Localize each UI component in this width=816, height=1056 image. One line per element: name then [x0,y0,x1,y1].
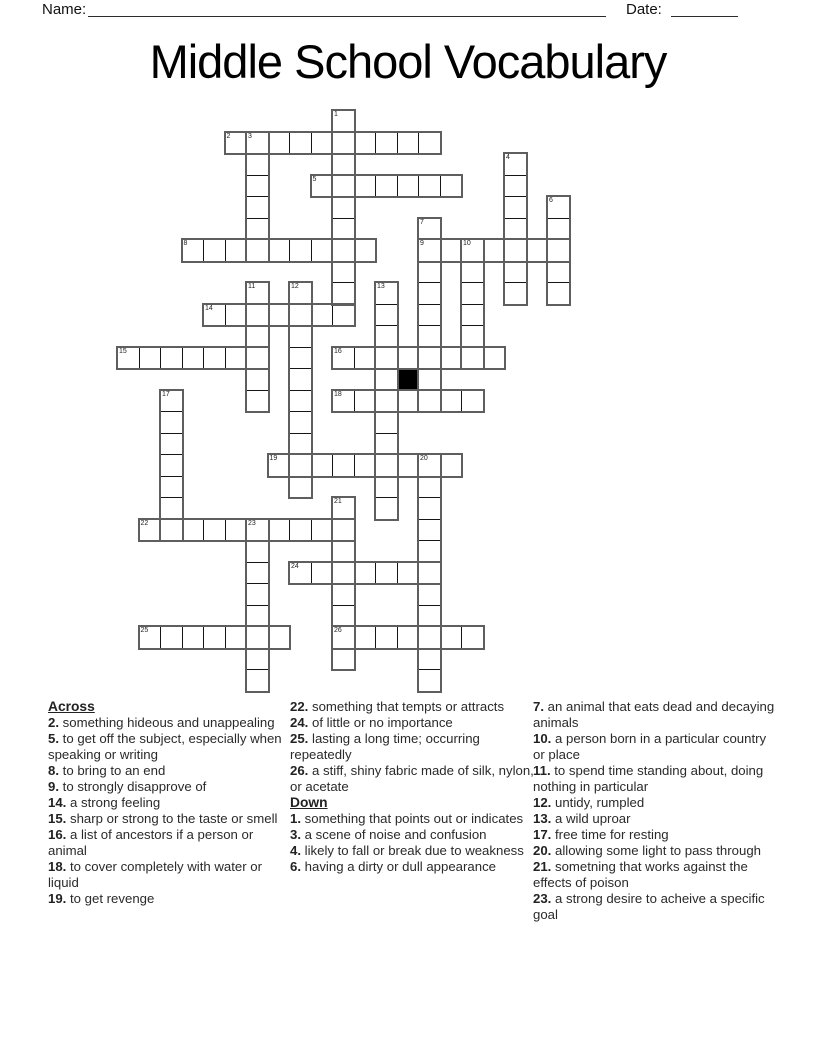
crossword-cell[interactable] [225,304,248,327]
crossword-cell[interactable] [332,196,355,219]
crossword-cell[interactable] [418,368,441,391]
clue-number: 14 [205,304,213,312]
clue-item [290,843,535,859]
clue-item-text: likely to fall or break due to weakness [301,843,524,858]
clue-item-number: 7. [533,699,544,714]
crossword-cell[interactable] [440,347,463,370]
crossword-cell[interactable] [246,390,269,413]
clue-number: 7 [420,218,424,226]
crossword-cell[interactable] [375,562,398,585]
crossword-cell[interactable] [268,239,291,262]
crossword-cell[interactable] [311,519,334,542]
crossword-cell[interactable] [547,218,570,241]
crossword-cell[interactable] [289,454,312,477]
clue-item-number: 11. [533,763,551,778]
crossword-cell[interactable] [418,282,441,305]
clue-item-number: 12. [533,795,552,810]
clue-item-text: something that tempts or attracts [308,699,505,714]
clue-item-text: lasting a long time; occurring repeatedly [290,731,480,762]
clue-number: 10 [463,240,471,247]
crossword-cell[interactable] [289,411,312,434]
clue-item-text: a stiff, shiny fabric made of silk, nylon, or acetate [290,763,534,794]
crossword-cell[interactable] [289,347,312,370]
crossword-cell[interactable] [225,132,248,155]
clue-item-number: 1. [290,811,301,826]
crossword-cell[interactable] [246,583,269,606]
crossword-cell[interactable] [332,304,355,327]
clue-number: 1 [334,111,338,118]
clue-item-text: a strong feeling [66,795,161,810]
clue-item-text: having a dirty or dull appearance [301,859,497,874]
crossword-cell[interactable] [375,325,398,348]
clue-item [290,859,535,875]
crossword-cell[interactable] [246,368,269,391]
crossword-cell[interactable] [418,583,441,606]
crossword-cell[interactable] [440,390,463,413]
clue-item [48,779,284,795]
crossword-cell[interactable] [418,519,441,542]
crossword-cell[interactable] [117,347,140,370]
clue-item-text: untidy, rumpled [551,795,645,810]
crossword-cell[interactable] [289,519,312,542]
crossword-cell[interactable] [289,282,312,305]
crossword-cell[interactable] [203,347,226,370]
crossword-cell[interactable] [289,390,312,413]
clue-number: 13 [377,283,385,290]
crossword-cell[interactable] [246,626,269,649]
clue-item [533,699,781,731]
crossword-cell[interactable] [461,626,484,649]
crossword-cell[interactable] [332,282,355,305]
clue-item-number: 4. [290,843,301,858]
crossword-cell[interactable] [246,239,269,262]
crossword-cell[interactable] [332,454,355,477]
crossword-cell[interactable] [461,282,484,305]
crossword-cell[interactable] [504,153,527,176]
crossword-cell[interactable] [397,626,420,649]
crossword-cell[interactable] [418,325,441,348]
crossword-cell[interactable] [461,347,484,370]
crossword-cell[interactable] [418,605,441,628]
crossword-cell[interactable] [418,261,441,284]
crossword-cell[interactable] [246,282,269,305]
clue-item [533,731,781,763]
crossword-cell[interactable] [311,132,334,155]
crossword-cell[interactable] [332,626,355,649]
crossword-cell[interactable] [332,562,355,585]
clue-item [48,891,284,907]
crossword-cell[interactable] [160,347,183,370]
crossword-cell[interactable] [289,325,312,348]
clue-item-number: 5. [48,731,59,746]
crossword-cell[interactable] [246,325,269,348]
clues-column-3 [533,699,781,923]
crossword-cell[interactable] [418,304,441,327]
clue-item-text: to strongly disapprove of [59,779,207,794]
crossword-cell[interactable] [225,347,248,370]
crossword-cell[interactable] [332,239,355,262]
crossword-cell[interactable] [246,153,269,176]
crossword-cell[interactable] [397,347,420,370]
crossword-cell[interactable] [246,669,269,692]
crossword-cell[interactable] [418,540,441,563]
crossword-cell[interactable] [418,239,441,262]
crossword-cell[interactable] [354,239,377,262]
crossword-cell[interactable] [375,368,398,391]
name-label: Name: [42,1,87,18]
crossword-cell[interactable] [332,497,355,520]
clue-item [48,795,284,811]
clue-item [290,699,535,715]
clue-number: 9 [420,240,424,247]
crossword-cell[interactable] [246,304,269,327]
crossword-cell[interactable] [397,562,420,585]
crossword-cell[interactable] [332,583,355,606]
clue-item-number: 6. [290,859,301,874]
crossword-cell[interactable] [418,347,441,370]
clue-number: 8 [183,240,188,247]
clue-item-number: 19. [48,891,67,906]
crossword-cell[interactable] [332,153,355,176]
crossword-cell[interactable] [440,454,463,477]
crossword-cell[interactable] [526,239,549,262]
crossword-cell[interactable] [246,605,269,628]
clue-item-text: free time for resting [551,827,669,842]
clue-item [533,859,781,891]
crossword-cell[interactable] [504,218,527,241]
crossword-cell[interactable] [354,626,377,649]
clue-item-text: to get off the subject, especially when speaking or writing [48,731,282,762]
date-label: Date: [626,1,662,18]
clue-number: 25 [140,627,149,634]
crossword-cell[interactable] [246,648,269,671]
clue-number: 20 [420,455,428,462]
crossword-cell[interactable] [375,390,398,413]
crossword-cell[interactable] [182,626,205,649]
crossword-cell[interactable] [246,132,269,155]
crossword-cell[interactable] [375,433,398,456]
crossword-cell[interactable] [375,175,398,198]
crossword-cell[interactable] [461,304,484,327]
crossword-cell[interactable] [246,218,269,241]
crossword-cell[interactable] [332,519,355,542]
crossword-cell[interactable] [225,519,248,542]
crossword-cell[interactable] [139,347,162,370]
clue-number: 3 [248,132,252,140]
crossword-cell[interactable] [289,368,312,391]
clue-number: 23 [248,519,256,527]
crossword-cell[interactable] [461,261,484,284]
crossword-cell[interactable] [203,304,226,327]
crossword-cell[interactable] [332,605,355,628]
clue-item [48,731,284,763]
clue-number: 19 [269,455,278,462]
clue-item-number: 2. [48,715,59,730]
clue-item-number: 26. [290,763,309,778]
clue-item-number: 24. [290,715,309,730]
crossword-cell[interactable] [375,497,398,520]
crossword-cell[interactable] [246,562,269,585]
crossword-cell[interactable] [246,519,269,542]
clue-item-number: 20. [533,843,552,858]
crossword-cell[interactable] [440,626,463,649]
crossword-cell[interactable] [268,519,291,542]
crossword-cell[interactable] [160,433,183,456]
clue-item-text: to bring to an end [59,763,166,778]
clue-item-text: a wild uproar [551,811,631,826]
crossword-cell[interactable] [268,626,291,649]
clue-item-text: something hideous and unappealing [59,715,275,730]
crossword-cell[interactable] [289,239,312,262]
clue-item-text: an animal that eats dead and decaying animals [533,699,775,730]
crossword-cell[interactable] [332,218,355,241]
crossword-cell[interactable] [332,132,355,155]
clue-item [48,827,284,859]
crossword-cell[interactable] [397,454,420,477]
crossword-cell[interactable] [160,519,183,542]
clue-item-number: 16. [48,827,67,842]
crossword-cell[interactable] [160,476,183,499]
clue-number: 2 [226,132,231,140]
crossword-cell[interactable] [311,304,334,327]
clue-item [48,811,284,827]
crossword-cell[interactable] [418,454,441,477]
clues-header-across: Across [48,699,95,714]
crossword-cell[interactable] [160,411,183,434]
crossword-cell[interactable] [246,347,269,370]
crossword-cell[interactable] [332,347,355,370]
crossword-cell[interactable] [268,454,291,477]
crossword-cell[interactable] [311,175,334,198]
crossword-cell[interactable] [354,175,377,198]
clue-item-text: of little or no importance [308,715,453,730]
crossword-cell[interactable] [139,626,162,649]
crossword-cell[interactable] [375,282,398,305]
crossword-cell[interactable] [311,239,334,262]
clue-item-text: to cover completely with water or liquid [48,859,263,890]
clues-column-2 [290,699,535,875]
clue-item-number: 17. [533,827,552,842]
crossword-cell[interactable] [375,132,398,155]
clue-item-number: 22. [290,699,309,714]
clue-item [48,859,284,891]
crossword-cell[interactable] [504,196,527,219]
crossword-cell[interactable] [375,454,398,477]
crossword-cell[interactable] [332,390,355,413]
crossword-cell[interactable] [504,261,527,284]
crossword-cell[interactable] [160,390,183,413]
clue-number: 21 [334,498,342,505]
crossword-cell[interactable] [354,132,377,155]
black-cell [397,368,420,391]
clue-item [533,891,781,923]
crossword-cell[interactable] [418,648,441,671]
crossword-cell[interactable] [311,562,334,585]
crossword-cell[interactable] [354,454,377,477]
crossword-cell[interactable] [268,304,291,327]
crossword-cell[interactable] [354,562,377,585]
crossword-cell[interactable] [332,110,355,133]
clue-item-text: a person born in a particular country or place [533,731,767,762]
crossword-cell[interactable] [418,497,441,520]
crossword-cell[interactable] [182,239,205,262]
crossword-cell[interactable] [332,648,355,671]
clue-item-text: sometning that works against the effects of poison [533,859,748,890]
clue-item-number: 14. [48,795,67,810]
crossword-cell[interactable] [483,239,506,262]
crossword-cell[interactable] [160,497,183,520]
crossword-cell[interactable] [547,282,570,305]
clue-item [290,715,535,731]
crossword-cell[interactable] [483,347,506,370]
clue-number: 15 [119,347,127,355]
clue-number: 18 [334,390,342,398]
clue-number: 24 [291,562,299,570]
clue-item-text: a strong desire to acheive a specific goal [533,891,765,922]
crossword-cell[interactable] [397,390,420,413]
clue-item-text: something that points out or indicates [301,811,524,826]
crossword-cell[interactable] [139,519,162,542]
clue-number: 11 [248,283,256,290]
crossword-cell[interactable] [504,175,527,198]
clue-item-text: allowing some light to pass through [551,843,761,858]
clue-item [48,763,284,779]
crossword-cell[interactable] [182,347,205,370]
crossword-cell[interactable] [375,304,398,327]
crossword-cell[interactable] [440,175,463,198]
crossword-cell[interactable] [354,390,377,413]
clue-number: 16 [334,347,342,355]
crossword-cell[interactable] [160,626,183,649]
clue-item [533,763,781,795]
crossword-cell[interactable] [246,196,269,219]
clue-number: 17 [162,390,170,398]
crossword-cell[interactable] [311,454,334,477]
crossword-cell[interactable] [160,454,183,477]
clue-item-number: 13. [533,811,552,826]
crossword-cell[interactable] [440,239,463,262]
crossword-cell[interactable] [375,476,398,499]
crossword-cell[interactable] [504,282,527,305]
crossword-cell[interactable] [289,562,312,585]
clue-item [533,843,781,859]
clue-item-number: 18. [48,859,67,874]
crossword-cell[interactable] [289,304,312,327]
crossword-cell[interactable] [418,390,441,413]
crossword-cell[interactable] [461,239,484,262]
clue-item [290,731,535,763]
clue-item [533,827,781,843]
clue-item-text: sharp or strong to the taste or smell [66,811,278,826]
clue-number: 26 [334,627,342,634]
crossword-cell[interactable] [354,347,377,370]
clue-number: 22 [140,519,149,527]
crossword-cell[interactable] [461,390,484,413]
clue-item-number: 10. [533,731,552,746]
crossword-cell[interactable] [397,132,420,155]
clue-number: 12 [291,283,299,290]
crossword-cell[interactable] [418,669,441,692]
crossword-cell[interactable] [203,239,226,262]
crossword-cell[interactable] [418,476,441,499]
crossword-cell[interactable] [203,519,226,542]
crossword-cell[interactable] [547,196,570,219]
crossword-cell[interactable] [461,325,484,348]
crossword-cell[interactable] [418,132,441,155]
clue-item [533,795,781,811]
crossword-cell[interactable] [246,175,269,198]
clue-item [290,811,535,827]
crossword-cell[interactable] [225,626,248,649]
clues-column-1 [48,699,284,907]
crossword-cell[interactable] [375,347,398,370]
clue-item-number: 21. [533,859,552,874]
clue-item-number: 8. [48,763,59,778]
clue-item-text: to get revenge [66,891,155,906]
crossword-cell[interactable] [418,562,441,585]
crossword-cell[interactable] [547,239,570,262]
crossword-cell[interactable] [375,411,398,434]
crossword-cell[interactable] [332,261,355,284]
clue-item-text: to spend time standing about, doing nothing in particular [533,763,764,794]
crossword-cell[interactable] [203,626,226,649]
crossword-cell[interactable] [225,239,248,262]
clue-number: 5 [312,175,317,183]
crossword-cell[interactable] [289,433,312,456]
crossword-cell[interactable] [418,626,441,649]
clue-item [290,763,535,795]
page-title: Middle School Vocabulary [149,35,667,88]
crossword-cell[interactable] [547,261,570,284]
clue-item-text: a scene of noise and confusion [301,827,487,842]
crossword-cell[interactable] [289,476,312,499]
clue-item [290,827,535,843]
clues-header-down: Down [290,795,328,810]
crossword-cell[interactable] [504,239,527,262]
crossword-cell[interactable] [246,540,269,563]
crossword-cell[interactable] [418,175,441,198]
clue-item-text: a list of ancestors if a person or animal [48,827,254,858]
crossword-cell[interactable] [397,175,420,198]
clue-item [533,811,781,827]
crossword-cell[interactable] [332,175,355,198]
crossword-cell[interactable] [182,519,205,542]
crossword-cell[interactable] [332,540,355,563]
clue-item-number: 9. [48,779,59,794]
crossword-cell[interactable] [289,132,312,155]
clue-item-number: 15. [48,811,67,826]
clue-item-number: 25. [290,731,309,746]
crossword-cell[interactable] [375,626,398,649]
clue-number: 4 [506,154,510,161]
clue-item [48,715,284,731]
clue-item-number: 23. [533,891,552,906]
clue-number: 6 [549,197,553,204]
clue-item-number: 3. [290,827,301,842]
crossword-cell[interactable] [418,218,441,241]
crossword-cell[interactable] [268,132,291,155]
